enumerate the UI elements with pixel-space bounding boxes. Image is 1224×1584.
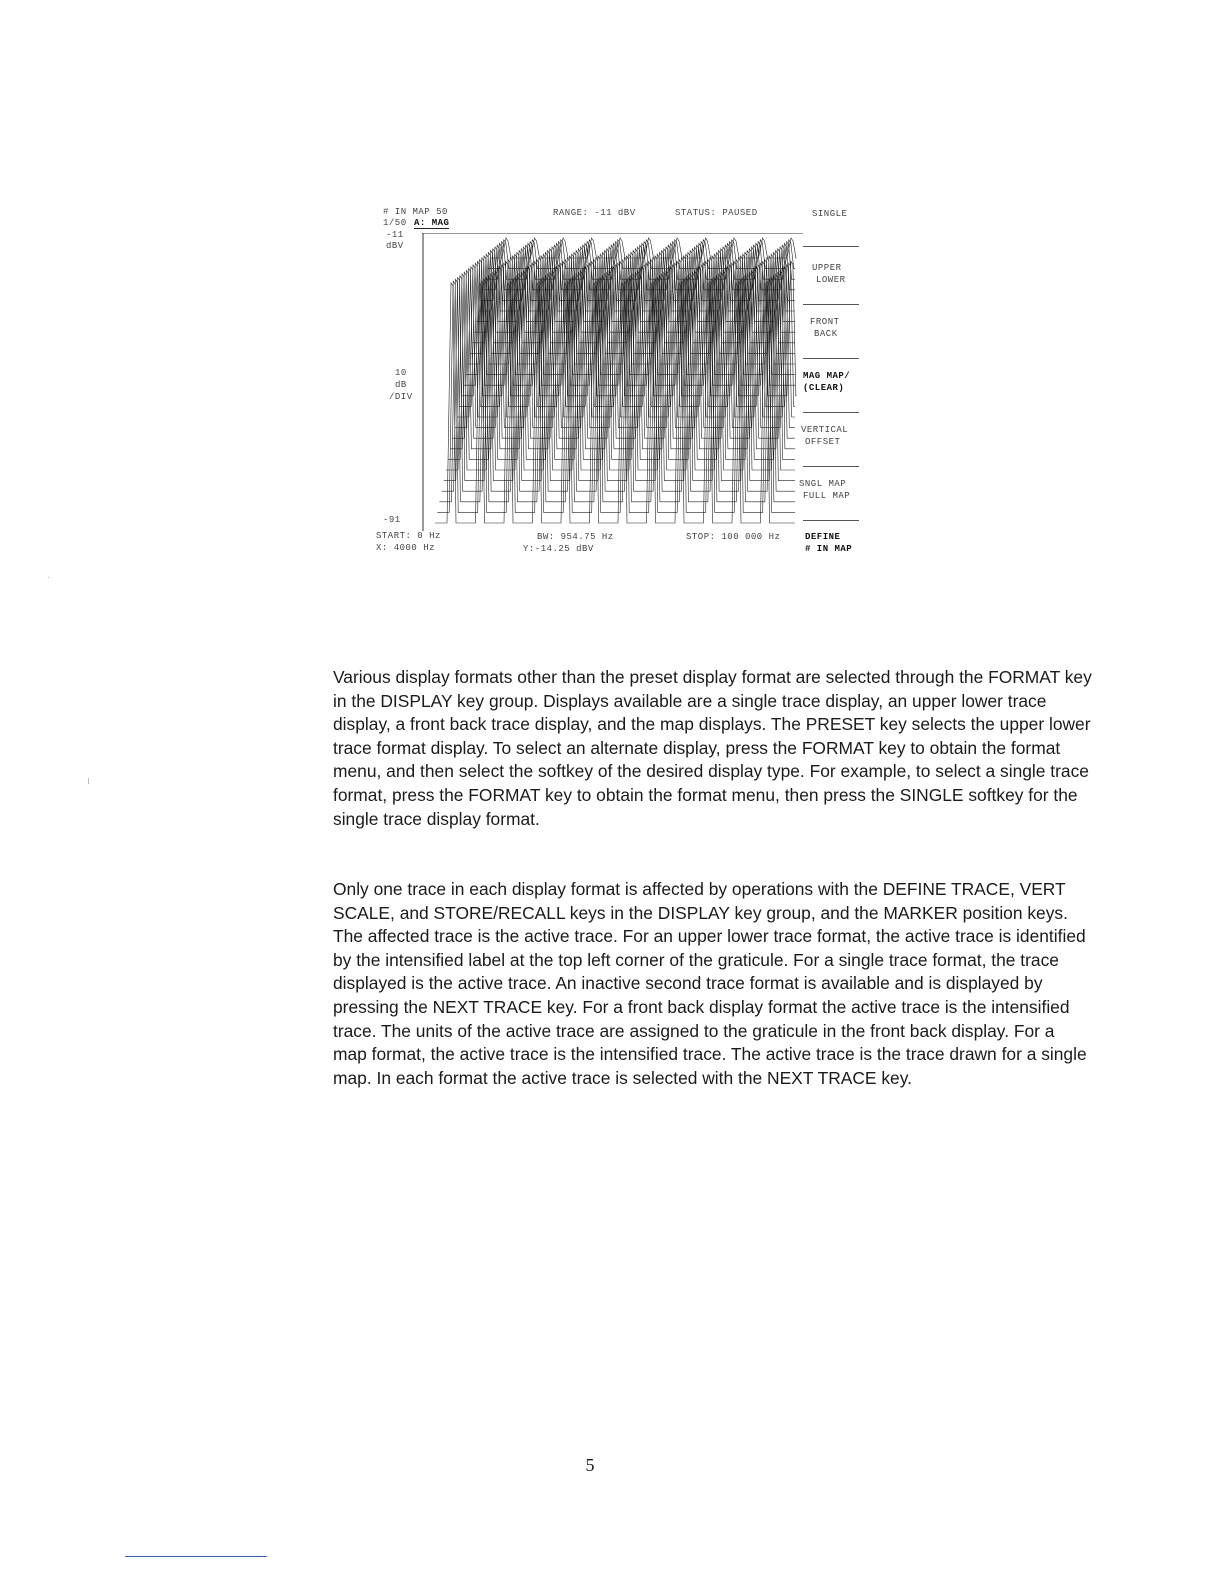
y-bottom-value: -91 bbox=[383, 515, 401, 525]
softkey-label-line2: (CLEAR) bbox=[803, 383, 845, 393]
bw-readout: BW: 954.75 Hz bbox=[537, 532, 614, 542]
stop-readout: STOP: 100 000 Hz bbox=[686, 532, 781, 542]
softkey-5[interactable] bbox=[799, 478, 859, 502]
scan-speck bbox=[88, 778, 89, 784]
footnote-rule bbox=[125, 1556, 267, 1557]
softkey-6[interactable] bbox=[805, 531, 865, 555]
softkey-1[interactable] bbox=[812, 262, 872, 286]
paragraph-active-trace bbox=[333, 878, 1093, 1090]
y-marker-readout: Y:-14.25 dBV bbox=[523, 544, 594, 554]
softkey-divider bbox=[803, 358, 859, 359]
softkey-divider bbox=[803, 412, 859, 413]
softkey-4[interactable] bbox=[801, 424, 861, 448]
softkey-label-line2: FULL MAP bbox=[803, 491, 851, 501]
softkey-label-line1: VERTICAL bbox=[801, 425, 849, 435]
in-map-label: # IN MAP 50 bbox=[383, 207, 448, 217]
softkey-label-line1: DEFINE bbox=[805, 532, 841, 542]
y-top-value: -11 bbox=[386, 230, 404, 240]
softkey-3[interactable] bbox=[803, 370, 863, 394]
softkey-divider bbox=[803, 246, 859, 247]
y-scale-div: /DIV bbox=[389, 392, 413, 402]
page-number: 5 bbox=[585, 1455, 595, 1475]
softkey-label-line2: LOWER bbox=[816, 275, 846, 285]
paragraph-2: Only one trace in each display format is affected by operations with the DEFINE TRACE, VERT SCALE, and STORE/RECALL keys in the DISPLAY key group, and the MARKER position keys. The affected trace is the active trace. For an upper lower trace format, the active trace is identified by the intensified label at the top left corner of the graticule. For a single trace format, the trace displayed is the active trace. An inactive second trace format is available and is displayed by pressing the NEXT TRACE key. For a front back display format the active trace is the intensified trace. The units of the active trace are assigned to the graticule in the front back display. For a map format, the active trace is the intensified trace. The active trace is the trace drawn for a single map. In each format the active trace is selected with the NEXT TRACE key. bbox=[333, 879, 1087, 1088]
paragraph-formats bbox=[333, 666, 1093, 831]
softkey-divider bbox=[803, 466, 859, 467]
y-scale-value: 10 bbox=[395, 368, 407, 378]
y-scale-unit: dB bbox=[395, 380, 407, 390]
active-trace-label: A: MAG bbox=[414, 218, 450, 228]
status-readout: STATUS: PAUSED bbox=[675, 208, 758, 218]
softkey-label-line2: BACK bbox=[814, 329, 838, 339]
x-marker-readout: X: 4000 Hz bbox=[376, 543, 436, 553]
magnitude-map bbox=[415, 233, 805, 533]
trace-index: 1/50 bbox=[383, 218, 407, 228]
softkey-divider bbox=[803, 520, 859, 521]
softkey-label-line2: OFFSET bbox=[805, 437, 841, 447]
softkey-label-line2: # IN MAP bbox=[805, 544, 853, 554]
softkey-label-line1: FRONT bbox=[810, 317, 840, 327]
softkey-divider bbox=[803, 304, 859, 305]
paragraph-1: Various display formats other than the preset display format are selected through the FORMAT key in the DISPLAY key group. Displays available are a single trace display, an upper lower trace display, a front back trace display, and the map displays. The PRESET key selects the upper lower trace format display. To select an alternate display, press the FORMAT key to obtain the format menu, and then select the softkey of the desired display type. For example, to select a single trace format, press the FORMAT key to obtain the format menu, then press the SINGLE softkey for the single trace display format. bbox=[333, 667, 1092, 829]
softkey-label-line1: UPPER bbox=[812, 263, 842, 273]
scan-speck bbox=[48, 577, 49, 578]
start-readout: START: 0 Hz bbox=[376, 531, 441, 541]
softkey-2[interactable] bbox=[810, 316, 870, 340]
mode-readout: SINGLE bbox=[812, 209, 848, 219]
softkey-label-line1: SNGL MAP bbox=[799, 479, 847, 489]
y-top-unit: dBV bbox=[386, 241, 404, 251]
softkey-label-line1: MAG MAP/ bbox=[803, 371, 851, 381]
range-readout: RANGE: -11 dBV bbox=[553, 208, 636, 218]
